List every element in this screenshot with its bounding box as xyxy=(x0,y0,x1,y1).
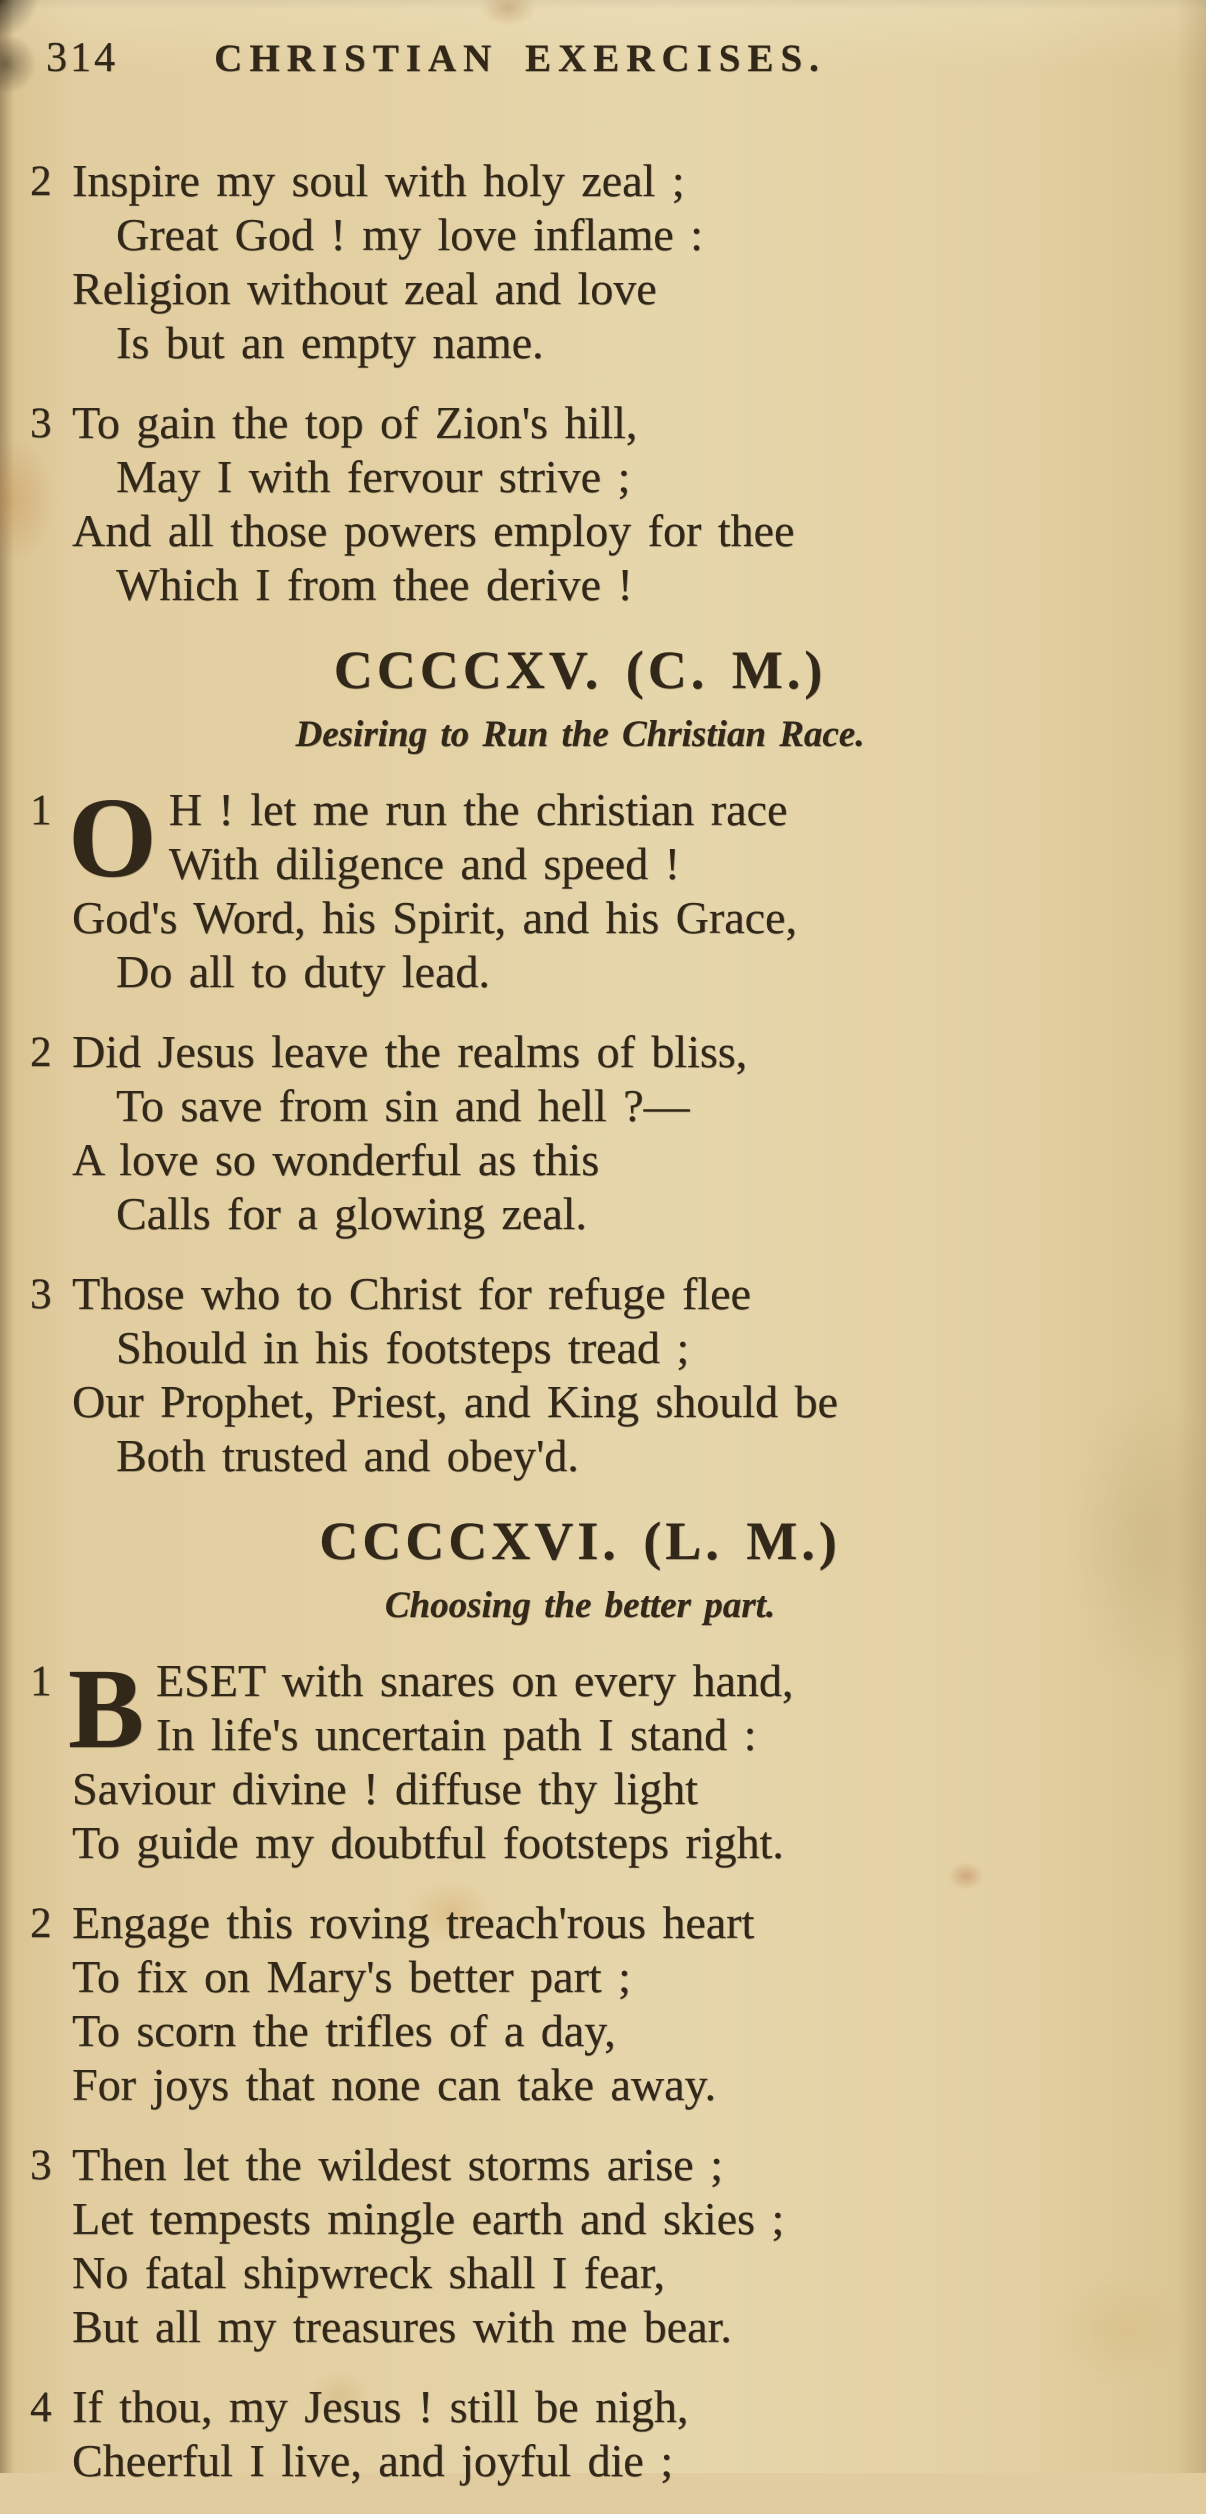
hymn-416-heading: CCCCXVI. (L. M.) xyxy=(319,1511,841,1571)
verse-line: Religion without zeal and love xyxy=(72,263,657,314)
verse-line: Both trusted and obey'd. xyxy=(116,1430,579,1481)
text-block xyxy=(30,0,1130,2514)
verse-line: H ! let me run the christian race xyxy=(168,784,788,835)
hymn-415-subtitle: Desiring to Run the Christian Race. xyxy=(295,714,865,755)
verse-line: To gain the top of Zion's hill, xyxy=(72,397,638,448)
stanza-415-1 xyxy=(30,774,1130,999)
verse-line: And all those powers employ for thee xyxy=(72,505,795,556)
stanza-prev-3 xyxy=(30,396,1130,612)
stanza-415-2 xyxy=(30,1025,1130,1241)
stanza-416-2 xyxy=(30,1896,1130,2112)
verse-line: Those who to Christ for refuge flee xyxy=(72,1268,751,1319)
verse-line: But all my treasures with me bear. xyxy=(72,2301,732,2352)
verse-number: 2 xyxy=(30,1900,52,1947)
verse-line: To save from sin and hell ?— xyxy=(116,1080,690,1131)
verse-number: 1 xyxy=(30,787,52,834)
verse-line: To fix on Mary's better part ; xyxy=(72,1951,631,2002)
stanza-416-4 xyxy=(30,2380,1130,2488)
stanza-prev-2 xyxy=(30,154,1130,370)
verse-line: ESET with snares on every hand, xyxy=(156,1655,794,1706)
verse-number: 2 xyxy=(30,158,52,205)
verse-line: May I with fervour strive ; xyxy=(116,451,631,502)
page-number: 314 xyxy=(46,35,118,81)
verse-line: Let tempests mingle earth and skies ; xyxy=(72,2193,785,2244)
drop-cap-letter: B xyxy=(68,1645,145,1772)
verse-line: Then let the wildest storms arise ; xyxy=(72,2139,723,2190)
verse-line: Inspire my soul with holy zeal ; xyxy=(72,155,685,206)
page-header xyxy=(30,0,1130,126)
verse-line: Saviour divine ! diffuse thy light xyxy=(72,1763,698,1814)
verse-line: Engage this roving treach'rous heart xyxy=(72,1897,755,1948)
stanza-415-3 xyxy=(30,1267,1130,1483)
hymn-415-heading: CCCCXV. (C. M.) xyxy=(333,640,827,700)
verse-number: 3 xyxy=(30,1271,52,1318)
verse-line: To guide my doubtful footsteps right. xyxy=(72,1817,784,1868)
drop-cap-letter: O xyxy=(68,774,157,901)
verse-line: If thou, my Jesus ! still be nigh, xyxy=(72,2381,689,2432)
verse-line: Great God ! my love inflame : xyxy=(116,209,703,260)
hymn-text xyxy=(30,154,1130,2488)
verse-line: With diligence and speed ! xyxy=(168,838,680,889)
verse-number: 4 xyxy=(30,2384,52,2431)
verse-number: 3 xyxy=(30,2142,52,2189)
stanza-416-3 xyxy=(30,2138,1130,2354)
verse-line: Calls for a glowing zeal. xyxy=(116,1188,587,1239)
verse-line: Which I from thee derive ! xyxy=(116,559,633,610)
hymn-416-subtitle: Choosing the better part. xyxy=(384,1585,776,1626)
verse-number: 3 xyxy=(30,400,52,447)
stanza-416-1 xyxy=(30,1645,1130,1870)
verse-number: 2 xyxy=(30,1029,52,1076)
verse-line: Cheerful I live, and joyful die ; xyxy=(72,2435,674,2486)
verse-line: For joys that none can take away. xyxy=(72,2059,716,2110)
verse-line: Our Prophet, Priest, and King should be xyxy=(72,1376,838,1427)
verse-line: Do all to duty lead. xyxy=(116,946,490,997)
running-title: CHRISTIAN EXERCISES. xyxy=(214,37,826,80)
verse-line: Is but an empty name. xyxy=(116,317,544,368)
verse-number: 1 xyxy=(30,1658,52,1705)
verse-line: To scorn the trifles of a day, xyxy=(72,2005,616,2056)
verse-line: Did Jesus leave the realms of bliss, xyxy=(72,1026,748,1077)
verse-line: Should in his footsteps tread ; xyxy=(116,1322,690,1373)
verse-line: No fatal shipwreck shall I fear, xyxy=(72,2247,665,2298)
verse-line: A love so wonderful as this xyxy=(72,1134,600,1185)
verse-line: God's Word, his Spirit, and his Grace, xyxy=(72,892,797,943)
verse-line: In life's uncertain path I stand : xyxy=(156,1709,757,1760)
